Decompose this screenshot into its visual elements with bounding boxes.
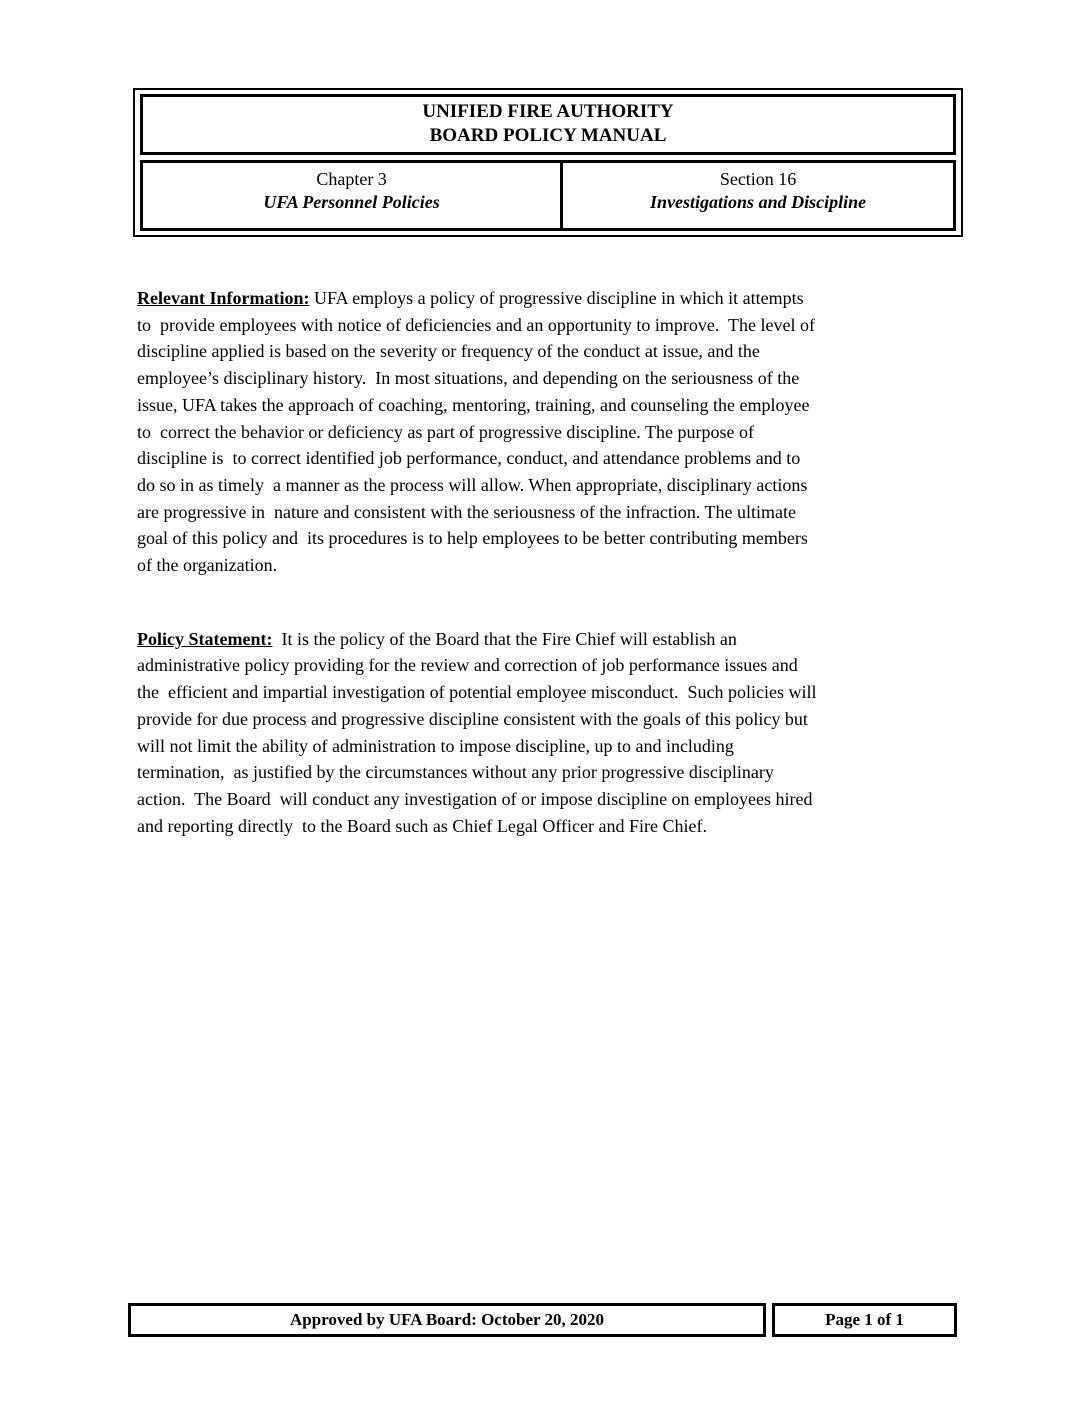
paragraph-1-line-10: goal of this policy and its procedures is to help employees to be better contributing members (137, 528, 808, 549)
document-body (137, 285, 952, 839)
approval-text: Approved by UFA Board: October 20, 2020 (289, 1310, 605, 1329)
paragraph-1-line-8: do so in as timely a manner as the process will allow. When appropriate, disciplinary actions (137, 474, 808, 495)
page-number-text: Page 1 of 1 (825, 1310, 904, 1329)
paragraph-1-line-6: to correct the behavior or deficiency as part of progressive discipline. The purpose of (137, 421, 754, 442)
paragraph-1-line-7: discipline is to correct identified job performance, conduct, and attendance problems and to (137, 448, 801, 469)
paragraph-2-heading: Policy Statement: (137, 628, 273, 649)
chapter-number: Chapter 3 (316, 169, 387, 189)
paragraph-1 (137, 285, 952, 579)
paragraph-2-line-3: the efficient and impartial investigation of potential employee misconduct. Such policies will (137, 682, 817, 703)
paragraph-2-line-1: Policy Statement: It is the policy of the Board that the Fire Chief will establish an (137, 628, 737, 649)
page-number-box (772, 1303, 957, 1337)
chapter-name: UFA Personnel Policies (263, 192, 440, 212)
paragraph-2 (137, 626, 952, 840)
section-name: Investigations and Discipline (650, 192, 867, 212)
title-line-2: BOARD POLICY MANUAL (429, 125, 667, 146)
chapter-cell (143, 163, 560, 228)
paragraph-2-line-5: will not limit the ability of administration to impose discipline, up to and including (137, 735, 734, 756)
paragraph-2-line-8: and reporting directly to the Board such as Chief Legal Officer and Fire Chief. (137, 815, 707, 836)
approval-box (128, 1303, 766, 1337)
section-number: Section 16 (719, 169, 797, 189)
paragraph-1-line-4: employee’s disciplinary history. In most situations, and depending on the seriousness of the (137, 368, 800, 389)
paragraph-1-line-1: Relevant Information: UFA employs a policy of progressive discipline in which it attempts (137, 288, 804, 308)
section-cell (560, 163, 953, 228)
paragraph-2-line-6: termination, as justified by the circumstances without any prior progressive disciplinary (137, 762, 774, 783)
paragraph-2-line-4: provide for due process and progressive discipline consistent with the goals of this policy but (137, 708, 808, 729)
paragraph-2-line-7: action. The Board will conduct any investigation of or impose discipline on employees hired (137, 788, 813, 809)
header-table (133, 88, 963, 237)
paragraph-1-line-9: are progressive in nature and consistent with the seriousness of the infraction. The ultimate (137, 501, 796, 522)
paragraph-1-line-5: issue, UFA takes the approach of coaching, mentoring, training, and counseling the employee (137, 394, 810, 415)
document-title-cell (140, 94, 956, 155)
paragraph-1-line-3: discipline applied is based on the severity or frequency of the conduct at issue, and the (137, 341, 760, 362)
paragraph-1-line-11: of the organization. (137, 555, 278, 576)
paragraph-2-line-2: administrative policy providing for the review and correction of job performance issues and (137, 655, 798, 676)
title-line-1: UNIFIED FIRE AUTHORITY (422, 101, 674, 122)
header-meta-row (140, 160, 956, 231)
paragraph-1-line-2: to provide employees with notice of deficiencies and an opportunity to improve. The level of (137, 314, 815, 335)
paragraph-1-heading: Relevant Information: (137, 288, 310, 308)
